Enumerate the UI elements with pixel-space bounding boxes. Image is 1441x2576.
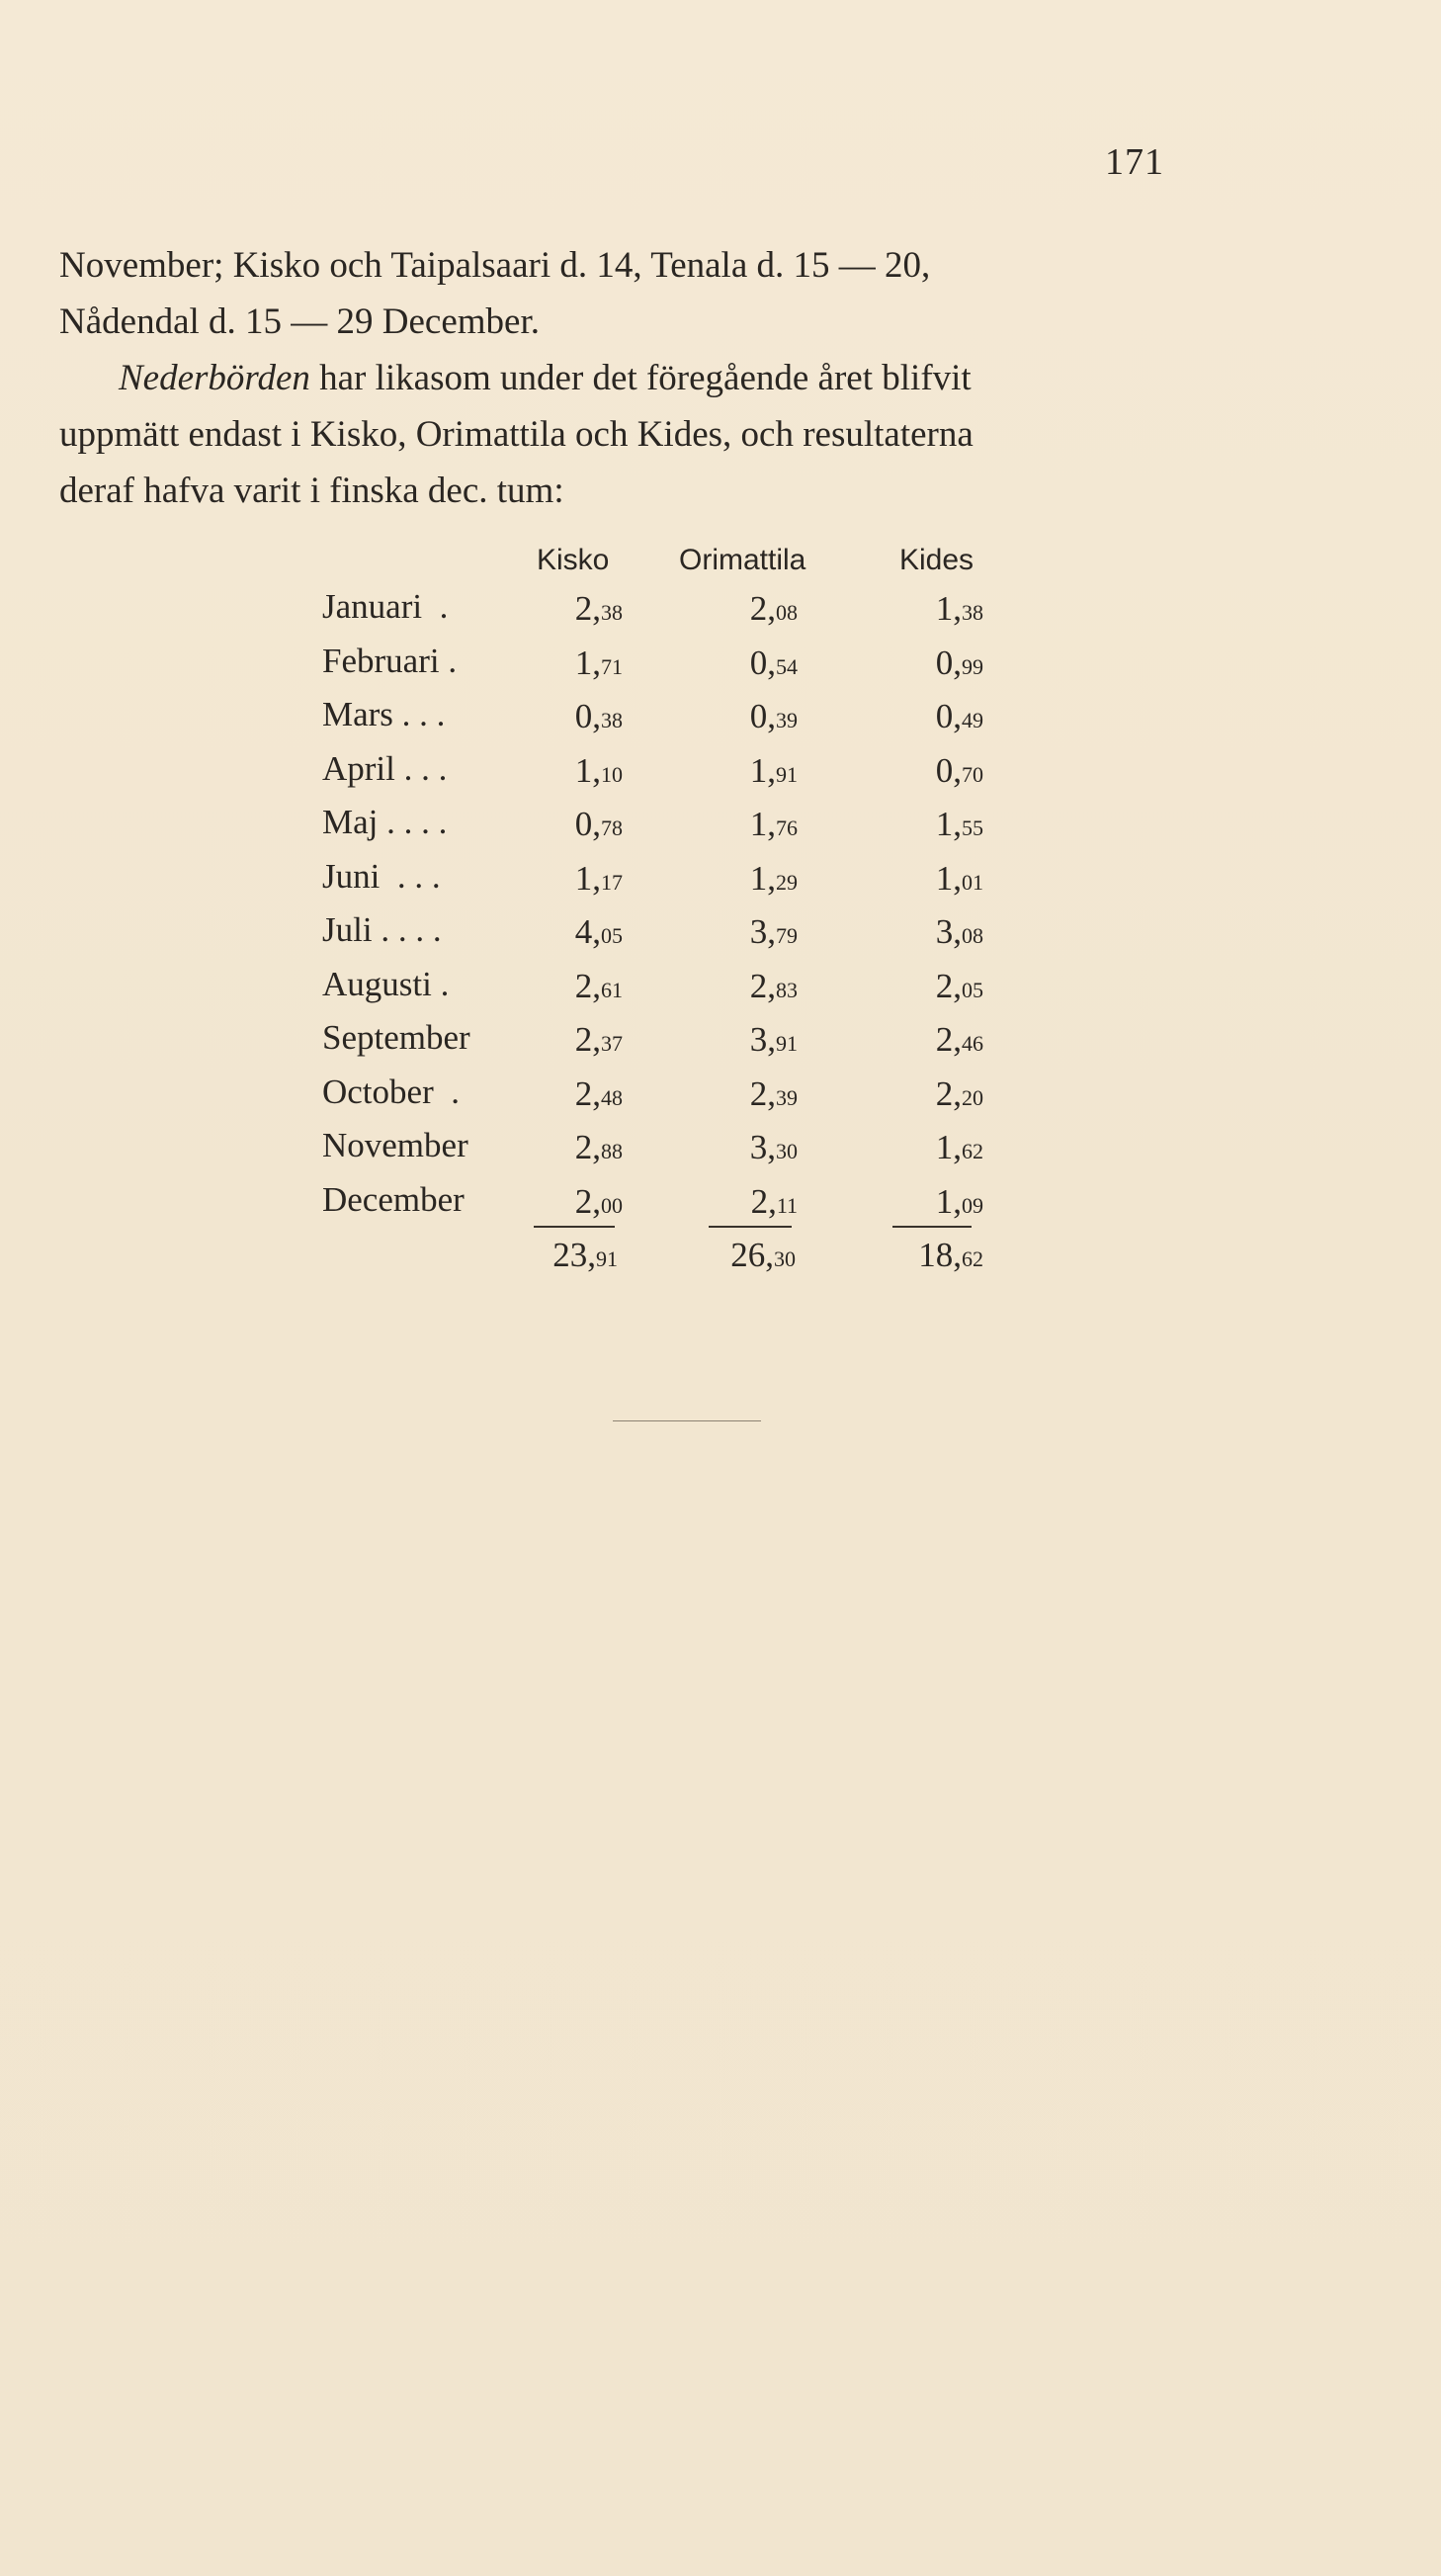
month-label: October . <box>322 1073 460 1111</box>
cell-kisko <box>484 805 623 844</box>
cell-int: 1, <box>574 644 601 682</box>
cell-int: 3, <box>749 1020 776 1059</box>
cell-dec: 70 <box>962 762 983 787</box>
cell-dec: 38 <box>601 708 623 732</box>
cell-int: 2, <box>574 589 601 628</box>
cell-dec: 46 <box>962 1031 983 1056</box>
cell-kides <box>845 805 983 844</box>
month-label: Januari . <box>322 587 449 626</box>
cell-dec: 61 <box>601 978 623 1002</box>
month-label: Juni . . . <box>322 857 441 896</box>
table-header <box>0 544 1441 587</box>
cell-dec: 38 <box>601 600 623 625</box>
text-line: deraf hafva varit i finska dec. tum: <box>59 471 564 511</box>
month-label: September <box>322 1018 470 1057</box>
cell-int: 3, <box>935 912 962 951</box>
cell-int: 3, <box>749 912 776 951</box>
table-row <box>0 803 1441 856</box>
month-label: Augusti . <box>322 965 450 1003</box>
cell-kisko <box>484 697 623 736</box>
cell-int: 4, <box>574 912 601 951</box>
cell-int: 1, <box>935 1182 962 1221</box>
table-row <box>0 1073 1441 1126</box>
table-row <box>0 642 1441 695</box>
cell-int: 2, <box>574 1128 601 1166</box>
cell-dec: 78 <box>601 816 623 840</box>
cell-int: 2, <box>749 967 776 1005</box>
cell-dec: 76 <box>776 816 798 840</box>
total-int: 23, <box>552 1236 596 1274</box>
table-row <box>0 910 1441 964</box>
cell-int: 2, <box>750 1182 777 1221</box>
cell-dec: 83 <box>776 978 798 1002</box>
cell-int: 0, <box>574 697 601 735</box>
cell-dec: 37 <box>601 1031 623 1056</box>
cell-dec: 39 <box>776 1085 798 1110</box>
cell-kisko <box>484 859 623 899</box>
cell-dec: 38 <box>962 600 983 625</box>
table-row <box>0 1018 1441 1072</box>
cell-orimattila <box>659 1074 798 1114</box>
cell-kides <box>845 1020 983 1060</box>
cell-kides <box>845 1074 983 1114</box>
total-dec: 30 <box>774 1246 796 1271</box>
paragraph-dates <box>59 237 1245 350</box>
cell-dec: 01 <box>962 870 983 895</box>
section-divider <box>613 1420 761 1421</box>
cell-dec: 71 <box>601 654 623 679</box>
total-int: 26, <box>730 1236 774 1274</box>
cell-int: 3, <box>749 1128 776 1166</box>
total-dec: 91 <box>596 1246 618 1271</box>
month-label: April . . . <box>322 749 448 788</box>
cell-dec: 29 <box>776 870 798 895</box>
month-label: November <box>322 1126 468 1164</box>
cell-kides <box>845 1182 983 1222</box>
cell-int: 1, <box>749 751 776 790</box>
text-line: uppmätt endast i Kisko, Orimattila och Kides, och resultaterna <box>59 414 974 455</box>
table-row <box>0 1126 1441 1179</box>
cell-int: 1, <box>935 859 962 898</box>
total-int: 18, <box>918 1236 962 1274</box>
cell-int: 1, <box>749 805 776 843</box>
table-row <box>0 749 1441 803</box>
cell-kides <box>845 751 983 791</box>
cell-kisko <box>484 1128 623 1167</box>
paragraph-precipitation <box>59 350 1245 519</box>
cell-int: 1, <box>935 805 962 843</box>
cell-dec: 05 <box>601 923 623 948</box>
cell-dec: 17 <box>601 870 623 895</box>
cell-dec: 10 <box>601 762 623 787</box>
sum-rule-kisko <box>534 1226 615 1228</box>
month-label: December <box>322 1180 465 1219</box>
total-kides <box>845 1236 983 1275</box>
cell-dec: 05 <box>962 978 983 1002</box>
cell-int: 2, <box>935 1020 962 1059</box>
cell-int: 0, <box>935 751 962 790</box>
cell-dec: 00 <box>601 1193 623 1218</box>
column-header-orimattila: Orimattila <box>679 544 806 576</box>
text-span: har likasom under det föregående året blifvit <box>309 358 972 398</box>
cell-kisko <box>484 644 623 683</box>
cell-dec: 09 <box>962 1193 983 1218</box>
cell-kisko <box>484 589 623 629</box>
column-header-kisko: Kisko <box>537 544 610 576</box>
table-row <box>0 965 1441 1018</box>
italic-term: Nederbörden <box>119 358 310 398</box>
cell-dec: 91 <box>776 1031 798 1056</box>
cell-kides <box>845 859 983 899</box>
cell-dec: 99 <box>962 654 983 679</box>
cell-orimattila <box>659 912 798 952</box>
cell-kides <box>845 967 983 1006</box>
cell-kisko <box>484 1074 623 1114</box>
totals-row <box>0 1236 1441 1289</box>
sum-rule-kides <box>892 1226 972 1228</box>
table-row <box>0 857 1441 910</box>
cell-orimattila <box>659 644 798 683</box>
cell-int: 2, <box>749 1074 776 1113</box>
cell-dec: 49 <box>962 708 983 732</box>
cell-orimattila <box>659 589 798 629</box>
cell-int: 0, <box>574 805 601 843</box>
cell-orimattila <box>659 967 798 1006</box>
cell-orimattila <box>659 697 798 736</box>
cell-dec: 54 <box>776 654 798 679</box>
cell-kides <box>845 1128 983 1167</box>
cell-orimattila <box>659 1020 798 1060</box>
cell-orimattila <box>659 1128 798 1167</box>
cell-kides <box>845 589 983 629</box>
cell-kisko <box>484 912 623 952</box>
cell-kisko <box>484 967 623 1006</box>
cell-kides <box>845 912 983 952</box>
cell-int: 0, <box>749 644 776 682</box>
total-orimattila <box>657 1236 796 1275</box>
cell-int: 1, <box>935 589 962 628</box>
table-row <box>0 695 1441 748</box>
cell-int: 1, <box>574 859 601 898</box>
cell-kides <box>845 697 983 736</box>
cell-int: 0, <box>935 644 962 682</box>
cell-int: 1, <box>935 1128 962 1166</box>
cell-orimattila <box>659 859 798 899</box>
cell-kisko <box>484 1182 623 1222</box>
total-kisko <box>479 1236 618 1275</box>
cell-dec: 48 <box>601 1085 623 1110</box>
text-line <box>59 350 1245 406</box>
cell-dec: 20 <box>962 1085 983 1110</box>
cell-int: 2, <box>574 1020 601 1059</box>
cell-orimattila <box>659 805 798 844</box>
cell-kides <box>845 644 983 683</box>
month-label: Mars . . . <box>322 695 446 733</box>
cell-int: 2, <box>574 1182 601 1221</box>
cell-kisko <box>484 1020 623 1060</box>
cell-int: 0, <box>749 697 776 735</box>
column-header-kides: Kides <box>899 544 975 576</box>
table-row <box>0 587 1441 641</box>
cell-dec: 91 <box>776 762 798 787</box>
cell-dec: 08 <box>776 600 798 625</box>
month-label: Maj . . . . <box>322 803 448 841</box>
cell-orimattila <box>659 751 798 791</box>
cell-orimattila <box>659 1182 798 1222</box>
cell-dec: 08 <box>962 923 983 948</box>
month-label: Juli . . . . <box>322 910 442 949</box>
cell-dec: 62 <box>962 1139 983 1163</box>
month-label: Februari . <box>322 642 458 680</box>
cell-kisko <box>484 751 623 791</box>
cell-int: 0, <box>935 697 962 735</box>
cell-int: 2, <box>574 967 601 1005</box>
sum-rule-orimattila <box>709 1226 792 1228</box>
cell-dec: 88 <box>601 1139 623 1163</box>
cell-int: 2, <box>935 967 962 1005</box>
cell-int: 1, <box>574 751 601 790</box>
cell-int: 1, <box>749 859 776 898</box>
cell-dec: 79 <box>776 923 798 948</box>
cell-dec: 55 <box>962 816 983 840</box>
cell-dec: 11 <box>776 1193 798 1218</box>
cell-dec: 30 <box>776 1139 798 1163</box>
total-dec: 62 <box>962 1246 983 1271</box>
cell-int: 2, <box>574 1074 601 1113</box>
text-line: Nådendal d. 15 — 29 December. <box>59 301 540 342</box>
cell-int: 2, <box>935 1074 962 1113</box>
cell-dec: 39 <box>776 708 798 732</box>
page-number: 171 <box>1105 141 1164 183</box>
cell-int: 2, <box>749 589 776 628</box>
text-line: November; Kisko och Taipalsaari d. 14, Tenala d. 15 — 20, <box>59 245 931 286</box>
